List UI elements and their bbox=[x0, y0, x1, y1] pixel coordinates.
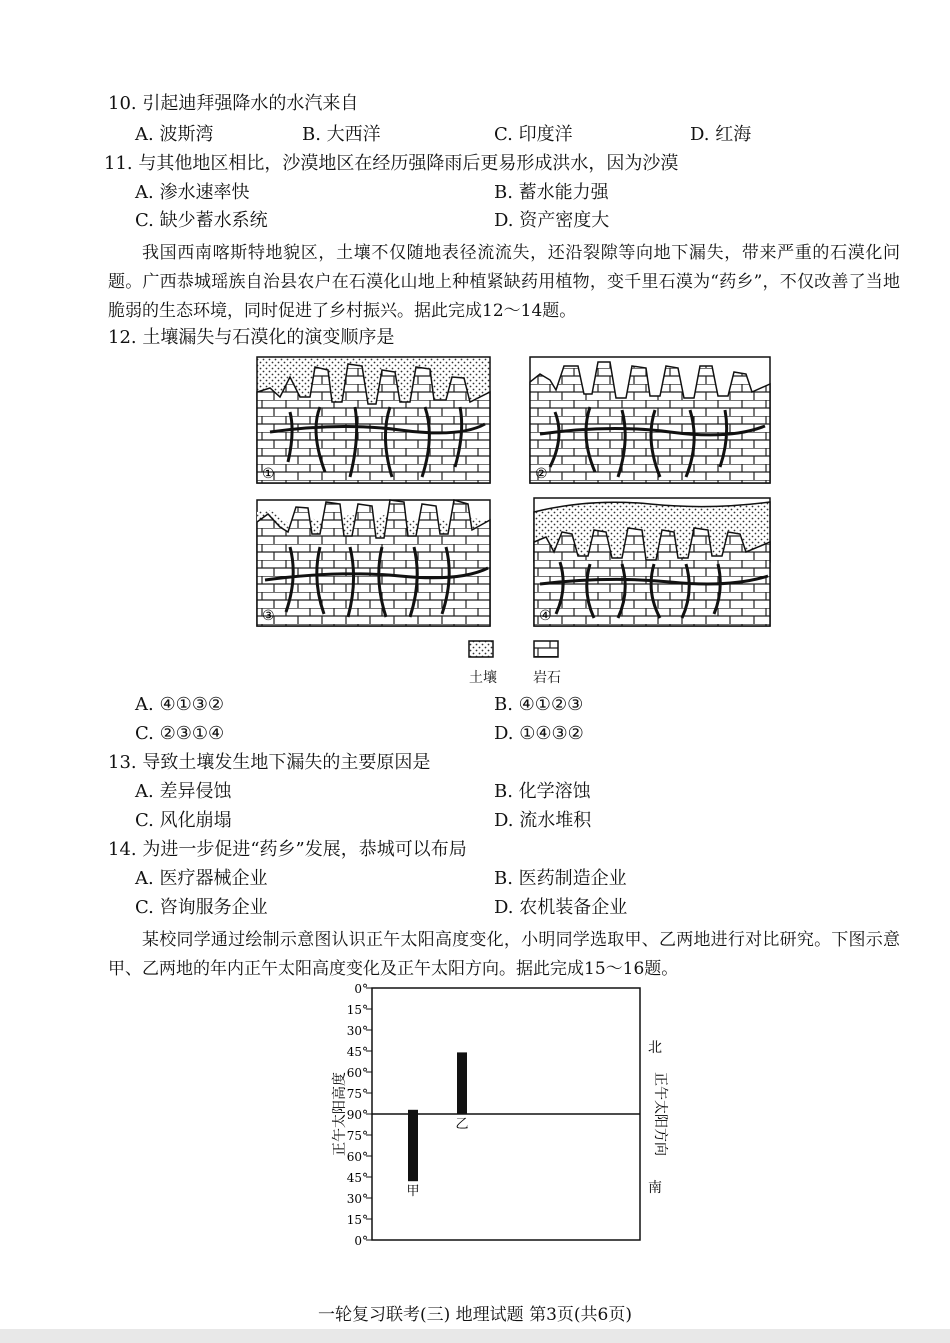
y-tick-label: 60° bbox=[346, 1066, 368, 1080]
y-tick-label: 90° bbox=[346, 1108, 368, 1122]
y-tick-label: 15° bbox=[346, 1213, 368, 1227]
q14-option-a[interactable]: A. 医疗器械企业 bbox=[135, 868, 268, 889]
q10-option-d[interactable]: D. 红海 bbox=[690, 124, 752, 145]
passage-solar: 某校同学通过绘制示意图认识正午太阳高度变化，小明同学选取甲、乙两地进行对比研究。下图示意甲、乙两地的年内正午太阳高度变化及正午太阳方向。据此完成15～16题。 bbox=[108, 930, 900, 979]
q12-option-d[interactable]: D. ①④③② bbox=[494, 723, 584, 744]
q14-option-b[interactable]: B. 医药制造企业 bbox=[494, 868, 627, 889]
q12-stem: 12. 土壤漏失与石漠化的演变顺序是 bbox=[108, 327, 395, 348]
q13-option-a[interactable]: A. 差异侵蚀 bbox=[135, 781, 232, 802]
q13-stem: 13. 导致土壤发生地下漏失的主要原因是 bbox=[108, 752, 431, 773]
panel-1 bbox=[257, 357, 490, 483]
y-tick-label: 60° bbox=[346, 1150, 368, 1164]
q11-option-a[interactable]: A. 渗水速率快 bbox=[135, 182, 250, 203]
q13-option-c[interactable]: C. 风化崩塌 bbox=[135, 810, 232, 831]
y-tick-label: 75° bbox=[346, 1129, 368, 1143]
q10-option-b[interactable]: B. 大西洋 bbox=[302, 124, 381, 145]
y-axis-label-right: 正午太阳方向 bbox=[652, 1072, 668, 1156]
passage-karst: 我国西南喀斯特地貌区，土壤不仅随地表径流流失，还沿裂隙等向地下漏失，带来严重的石漠化问题。广西恭城瑶族自治县农户在石漠化山地上种植紧缺药用植物，变千里石漠为“药乡”，不仅改善了当地脆弱的生态环境，同时促进了乡村振兴。据此完成12～14题。 bbox=[108, 243, 900, 321]
legend-rock-label: 岩石 bbox=[533, 670, 561, 686]
q11-option-d[interactable]: D. 资产密度大 bbox=[494, 210, 610, 231]
y-tick-label: 45° bbox=[346, 1045, 368, 1059]
page-footer: 一轮复习联考(三) 地理试题 第3页(共6页) bbox=[318, 1305, 632, 1325]
q10-stem: 10. 引起迪拜强降水的水汽来自 bbox=[108, 93, 359, 114]
q13-option-d[interactable]: D. 流水堆积 bbox=[494, 810, 592, 831]
y-tick-label: 0° bbox=[354, 982, 368, 996]
bar-label-yi: 乙 bbox=[455, 1117, 469, 1132]
bar-label-jia: 甲 bbox=[406, 1184, 420, 1200]
q12-option-c[interactable]: C. ②③①④ bbox=[135, 723, 225, 744]
q14-option-c[interactable]: C. 咨询服务企业 bbox=[135, 897, 268, 918]
q10-option-c[interactable]: C. 印度洋 bbox=[494, 124, 573, 145]
y-tick-label: 15° bbox=[346, 1003, 368, 1017]
legend-soil-swatch bbox=[469, 641, 493, 657]
y-axis-label-left: 正午太阳高度 bbox=[332, 1072, 348, 1156]
q12-option-b[interactable]: B. ④①②③ bbox=[494, 694, 584, 715]
q11-option-c[interactable]: C. 缺少蓄水系统 bbox=[135, 210, 268, 231]
panel-2-label: ② bbox=[535, 466, 548, 482]
panel-3-label: ③ bbox=[262, 608, 275, 624]
panel-3 bbox=[257, 500, 490, 626]
y-tick-label: 45° bbox=[346, 1171, 368, 1185]
north-label: 北 bbox=[648, 1040, 662, 1056]
q13-option-b[interactable]: B. 化学溶蚀 bbox=[494, 781, 591, 802]
karst-evolution-figure bbox=[250, 352, 780, 692]
legend-rock-swatch bbox=[534, 641, 558, 657]
legend bbox=[469, 641, 558, 657]
q14-option-d[interactable]: D. 农机装备企业 bbox=[494, 897, 628, 918]
bar-jia bbox=[408, 1110, 418, 1181]
scan-strip bbox=[0, 1329, 950, 1343]
q10-option-a[interactable]: A. 波斯湾 bbox=[135, 124, 214, 145]
q12-option-a[interactable]: A. ④①③② bbox=[135, 694, 224, 715]
q11-stem: 11. 与其他地区相比，沙漠地区在经历强降雨后更易形成洪水，因为沙漠 bbox=[104, 153, 679, 174]
panel-4-label: ④ bbox=[539, 608, 552, 624]
panel-4 bbox=[534, 498, 770, 626]
y-tick-label: 30° bbox=[346, 1192, 368, 1206]
y-tick-label: 0° bbox=[354, 1234, 368, 1248]
solar-altitude-chart bbox=[318, 982, 678, 1248]
q11-option-b[interactable]: B. 蓄水能力强 bbox=[494, 182, 609, 203]
bar-yi bbox=[457, 1052, 467, 1114]
y-tick-label: 75° bbox=[346, 1087, 368, 1101]
y-tick-label: 30° bbox=[346, 1024, 368, 1038]
q14-stem: 14. 为进一步促进“药乡”发展，恭城可以布局 bbox=[108, 839, 467, 860]
south-label: 南 bbox=[648, 1180, 662, 1196]
legend-soil-label: 土壤 bbox=[469, 670, 497, 686]
panel-2 bbox=[530, 357, 770, 483]
panel-1-label: ① bbox=[262, 466, 275, 482]
